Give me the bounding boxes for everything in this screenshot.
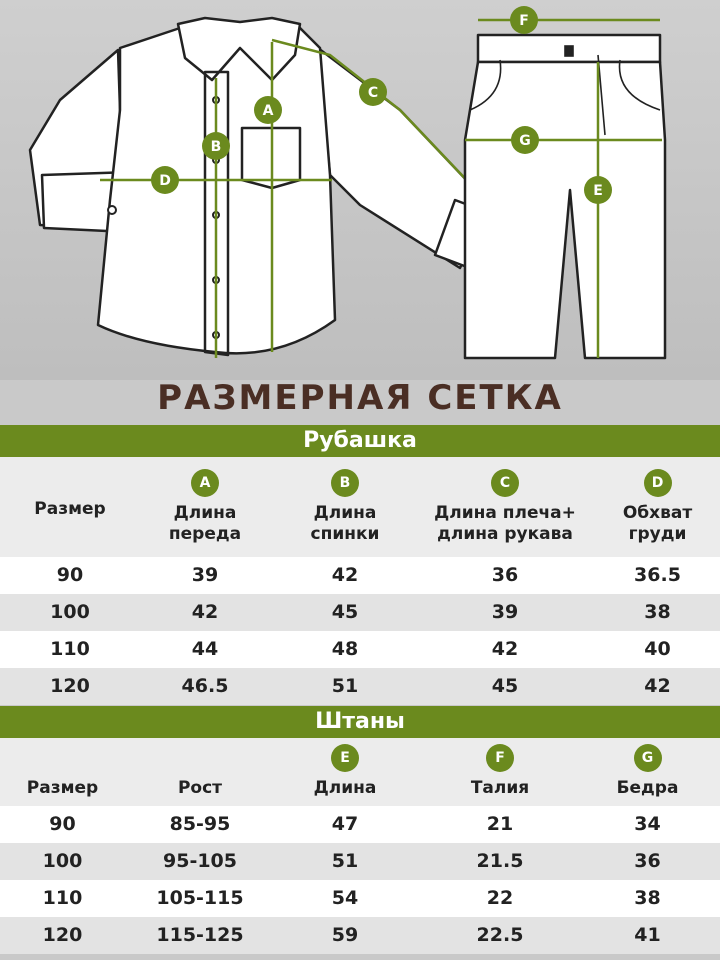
table-row: 110 44 48 42 40 <box>0 631 720 668</box>
marker-b <box>202 132 230 160</box>
shirt-header-c: C Длина плеча+ длина рукава <box>410 469 600 545</box>
svg-text:G: G <box>519 133 531 149</box>
badge-e: E <box>331 744 359 772</box>
shirt-header-b: B Длина спинки <box>280 469 410 545</box>
marker-e <box>584 176 612 204</box>
pants-header-size: Размер <box>26 778 99 798</box>
badge-g: G <box>634 744 662 772</box>
table-row: 100 95-105 51 21.5 36 <box>0 843 720 880</box>
pants-header-e: E Длина <box>280 744 410 799</box>
shirt-table <box>0 457 720 705</box>
svg-text:A: A <box>262 103 274 119</box>
svg-text:F: F <box>519 13 529 29</box>
table-row: 100 42 45 39 38 <box>0 594 720 631</box>
shirt-header-a: A Длина переда <box>140 469 270 545</box>
badge-b: B <box>331 469 359 497</box>
svg-text:B: B <box>210 139 222 155</box>
marker-g <box>511 126 539 154</box>
badge-f: F <box>486 744 514 772</box>
pants-header-g: G Бедра <box>590 744 705 799</box>
table-row: 120 46.5 51 45 42 <box>0 668 720 705</box>
table-row: 120 115-125 59 22.5 41 <box>0 917 720 954</box>
shirt-header-size: Размер <box>34 499 106 519</box>
svg-text:D: D <box>159 173 171 189</box>
table-row: 90 39 42 36 36.5 <box>0 557 720 594</box>
pants-header-height: Рост <box>177 778 223 798</box>
table-row: 90 85-95 47 21 34 <box>0 806 720 843</box>
marker-c <box>359 78 387 106</box>
svg-text:C: C <box>367 85 379 101</box>
shirt-section-header: Рубашка <box>0 425 720 457</box>
shirt-drawing <box>30 18 495 355</box>
marker-a <box>254 96 282 124</box>
pants-table <box>0 738 720 954</box>
table-row: 110 105-115 54 22 38 <box>0 880 720 917</box>
garment-drawing <box>0 0 720 380</box>
pants-header-row <box>0 738 720 806</box>
page-title: РАЗМЕРНАЯ СЕТКА <box>157 378 563 418</box>
shirt-header-row <box>0 457 720 557</box>
badge-a: A <box>191 469 219 497</box>
marker-f <box>510 6 538 34</box>
badge-d: D <box>644 469 672 497</box>
marker-d <box>151 166 179 194</box>
pants-header-f: F Талия <box>440 744 560 799</box>
pants-drawing <box>465 35 665 358</box>
garment-illustration <box>0 0 720 380</box>
badge-c: C <box>491 469 519 497</box>
svg-text:E: E <box>593 183 603 199</box>
shirt-header-d: D Обхват груди <box>600 469 715 545</box>
pants-section-header: Штаны <box>0 706 720 738</box>
